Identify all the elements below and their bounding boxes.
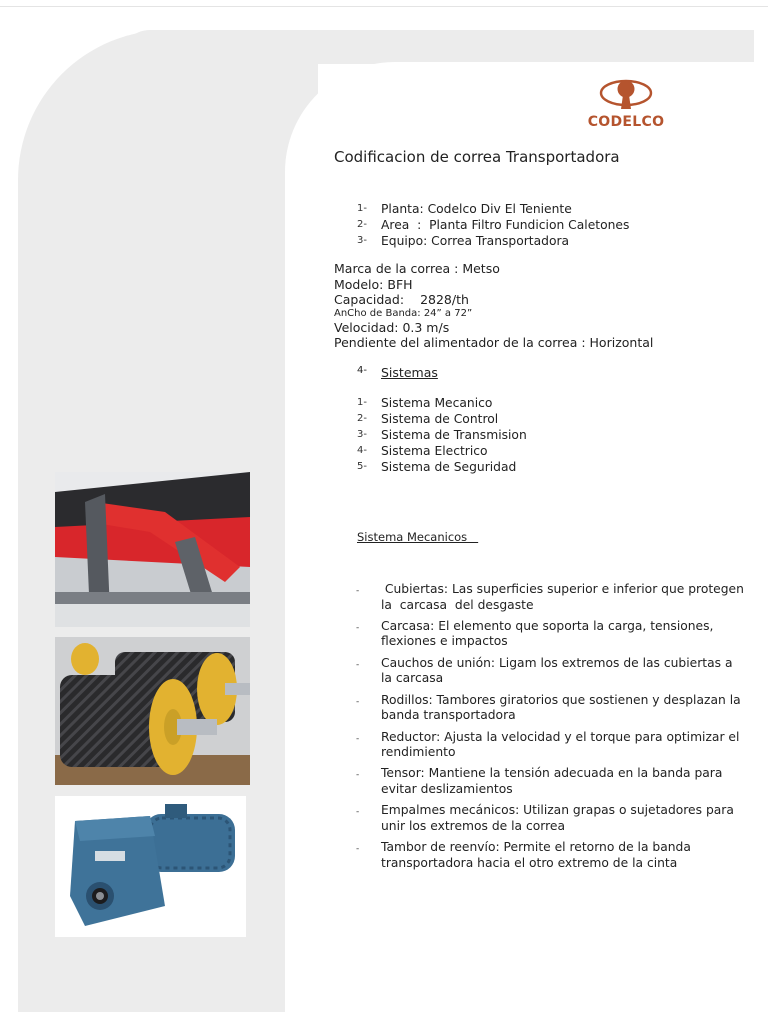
list-item: 3- Sistema de Transmision	[357, 428, 527, 442]
mechanical-heading: Sistema Mecanicos	[357, 530, 479, 544]
document-title: Codificacion de correa Transportadora	[334, 148, 620, 166]
conveyor-idler-photo	[55, 472, 250, 627]
spec-capacity: Capacidad: 2828/th	[334, 292, 469, 308]
codelco-logo	[578, 78, 674, 134]
list-item: 1- Planta: Codelco Div El Teniente	[357, 202, 572, 216]
location-list	[357, 201, 629, 249]
list-item: 1- Sistema Mecanico	[357, 396, 493, 410]
spec-belt-width: AnCho de Banda: 24” a 72”	[334, 307, 473, 319]
list-item: - Reductor: Ajusta la velocidad y el torque para optimizar el rendimiento	[356, 729, 740, 760]
spec-brand: Marca de la correa : Metso	[334, 261, 500, 276]
list-item: - Carcasa: El elemento que soporta la carga, tensiones, flexiones e impactos	[356, 618, 714, 649]
lagged-pulleys-photo	[55, 637, 250, 785]
list-item: 5- Sistema de Seguridad	[357, 460, 517, 474]
background-top-band	[120, 30, 754, 64]
list-item: 3- Equipo: Correa Transportadora	[357, 234, 570, 248]
belt-specs	[334, 261, 653, 351]
top-divider	[0, 6, 768, 7]
list-item: 4- Sistema Electrico	[357, 444, 488, 458]
systems-list	[357, 395, 527, 475]
list-item: - Empalmes mecánicos: Utilizan grapas o sujetadores para unir los extremos de la correa	[356, 803, 734, 833]
list-item: - Tensor: Mantiene la tensión adecuada en la banda para evitar deslizamientos	[356, 766, 723, 796]
spec-model: Modelo: BFH	[334, 276, 413, 292]
logo-text: CODELCO	[587, 114, 665, 130]
list-item: - Cauchos de unión: Ligam los extremos de las cubiertas a la carcasa	[356, 655, 733, 686]
list-item: - Cubiertas: Las superficies superior e inferior que protegen la carcasa del desgaste	[356, 582, 748, 612]
mechanical-list	[356, 582, 746, 877]
list-item: 2- Area : Planta Filtro Fundicion Caletones	[357, 218, 630, 232]
spec-slope: Pendiente del alimentador de la correa : Horizontal	[334, 335, 654, 351]
spec-speed: Velocidad: 0.3 m/s	[334, 319, 450, 335]
list-item: - Rodillos: Tambores giratorios que sostienen y desplazan la banda transportadora	[356, 692, 741, 723]
list-item: 2- Sistema de Control	[357, 412, 499, 426]
systems-heading: 4- Sistemas	[357, 365, 438, 380]
gear-reducer-photo	[55, 796, 246, 937]
codelco-emblem-icon	[599, 78, 653, 112]
list-item: - Tambor de reenvío: Permite el retorno de la banda transportadora hacia el otro extremo de la cinta	[356, 840, 691, 870]
